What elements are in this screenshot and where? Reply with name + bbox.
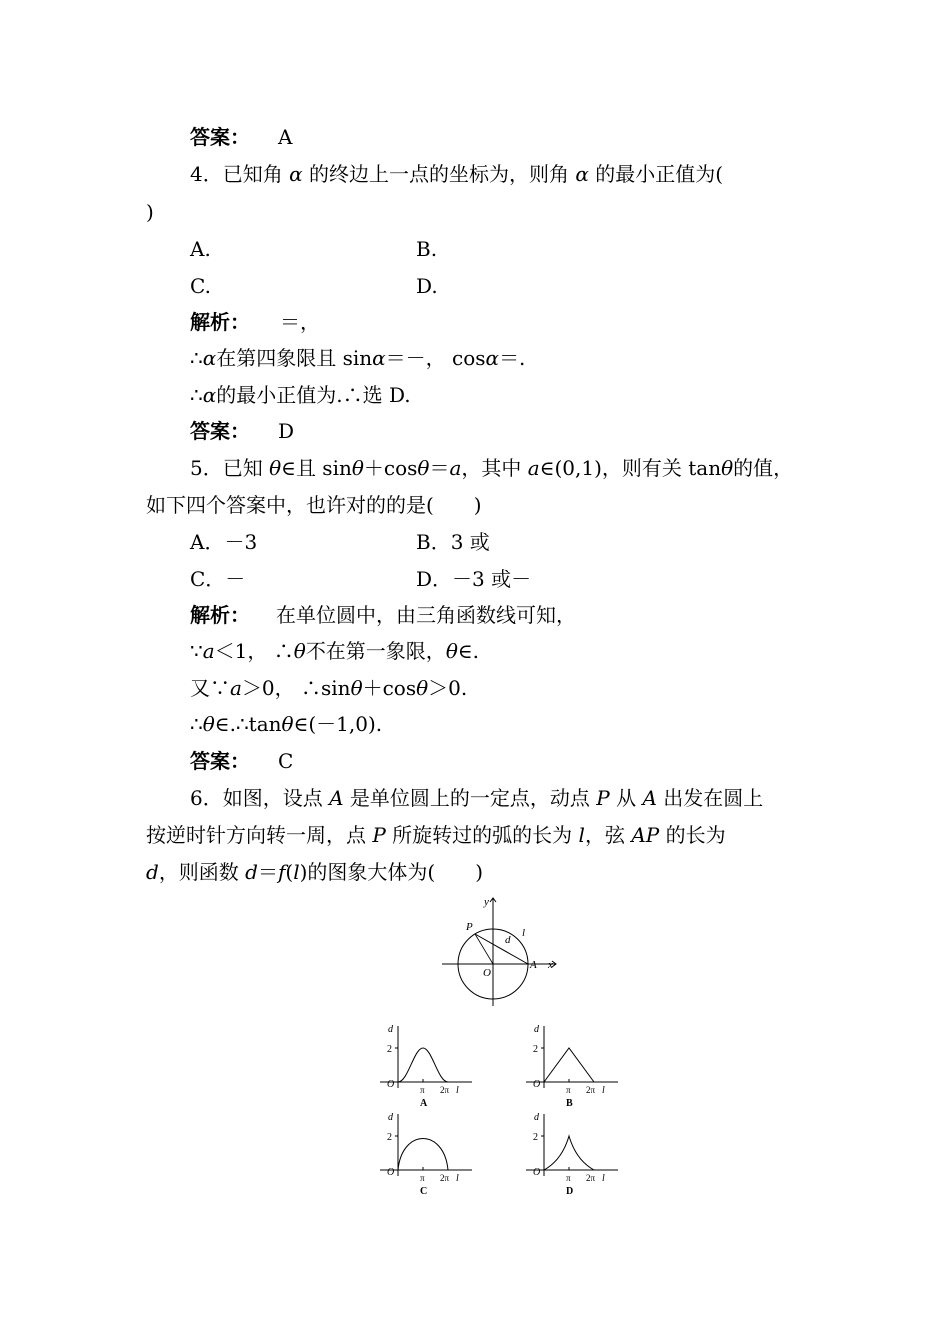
label-o: O: [387, 1167, 395, 1178]
q3-answer-line: [190, 124, 292, 150]
radius-op: [475, 934, 493, 964]
label-2: 2: [533, 1132, 538, 1143]
answer-value: A: [278, 125, 293, 149]
q5-analysis-line4: ∴θ∈.∴tanθ∈(－1,0).: [190, 712, 383, 736]
label-o: O: [533, 1079, 541, 1090]
q6-stem-line3: d，则函数 d＝f(l)的图象大体为( ): [146, 860, 484, 884]
answer-label: 答案：: [190, 125, 250, 149]
answer-value: C: [278, 749, 294, 773]
answer-label: 答案：: [190, 419, 250, 443]
label-a: A: [530, 959, 537, 971]
graph-letter: C: [420, 1186, 428, 1197]
q4-stem-close: ): [146, 200, 154, 224]
q5-analysis-line3: 又∵a＞0， ∴sinθ＋cosθ＞0.: [190, 676, 468, 700]
label-2: 2: [387, 1044, 392, 1055]
graph-option-d: [524, 1110, 624, 1198]
label-o: O: [387, 1079, 395, 1090]
answer-value: D: [278, 419, 295, 443]
q5-option-b: B．3 或: [416, 530, 490, 554]
q5-option-d: D．－3 或－: [416, 567, 532, 591]
graph-option-a: [378, 1022, 478, 1110]
q6-stem-line2: 按逆时针方向转一周，点 P 所旋转过的弧的长为 l，弦 AP 的长为: [146, 823, 726, 847]
label-d: d: [534, 1024, 539, 1035]
analysis-label: 解析：: [190, 603, 250, 627]
unit-circle-figure: [438, 894, 562, 1010]
q5-analysis: 解析： 在单位圆中，由三角函数线可知，: [190, 603, 576, 627]
label-2pi: 2π: [440, 1085, 450, 1095]
label-l: l: [456, 1173, 459, 1184]
graph-letter: B: [566, 1098, 573, 1109]
q4-option-a: A.: [190, 237, 211, 261]
q5-answer-line: [190, 748, 293, 774]
label-pi: π: [420, 1173, 425, 1183]
q4-option-b: B.: [416, 237, 438, 261]
q5-stem: 5．已知 θ∈且 sinθ＋cosθ＝a，其中 a∈(0,1)，则有关 tanθ的值，: [190, 456, 794, 480]
answer-label: 答案：: [190, 749, 250, 773]
label-pi: π: [566, 1173, 571, 1183]
graph-letter: A: [420, 1098, 428, 1109]
label-pi: π: [420, 1085, 425, 1095]
label-p: P: [466, 921, 473, 933]
q4-option-c: C.: [190, 274, 211, 298]
label-2: 2: [387, 1132, 392, 1143]
label-d: d: [388, 1024, 393, 1035]
label-d: d: [388, 1112, 393, 1123]
label-2pi: 2π: [440, 1173, 450, 1183]
q4-analysis-line2: ∴α在第四象限且 sinα＝－， cosα＝.: [190, 346, 526, 370]
curve-d-of-l: [544, 1136, 594, 1170]
q4-option-d: D.: [416, 274, 438, 298]
q5-stem-line2: 如下四个答案中，也许对的的是( ): [146, 493, 482, 517]
q5-analysis-line2: ∵a＜1， ∴θ不在第一象限，θ∈.: [190, 639, 480, 663]
label-pi: π: [566, 1085, 571, 1095]
label-2pi: 2π: [586, 1085, 596, 1095]
chord-ap: [475, 934, 528, 964]
label-2pi: 2π: [586, 1173, 596, 1183]
label-d: d: [534, 1112, 539, 1123]
label-l: l: [456, 1085, 459, 1096]
curve-d-of-l: [398, 1139, 448, 1171]
label-d: d: [505, 934, 511, 946]
label-o: O: [483, 967, 491, 979]
label-2: 2: [533, 1044, 538, 1055]
q6-stem: 6．如图，设点 A 是单位圆上的一定点，动点 P 从 A 出发在圆上: [190, 786, 764, 810]
analysis-label: 解析：: [190, 310, 250, 334]
label-o: O: [533, 1167, 541, 1178]
label-l: l: [602, 1173, 605, 1184]
q4-stem: 4．已知角 α 的终边上一点的坐标为，则角 α 的最小正值为(: [190, 162, 724, 186]
curve-d-of-l: [544, 1048, 594, 1082]
graph-letter: D: [566, 1186, 574, 1197]
curve-d-of-l: [398, 1048, 448, 1082]
label-x: x: [548, 959, 553, 971]
label-l: l: [522, 927, 526, 939]
q4-analysis-line3: ∴α的最小正值为.∴选 D.: [190, 383, 411, 407]
graph-option-b: [524, 1022, 624, 1110]
graph-option-c: [378, 1110, 478, 1198]
q4-analysis: 解析： ＝，: [190, 310, 320, 334]
q4-answer-line: [190, 418, 294, 444]
label-l: l: [602, 1085, 605, 1096]
q5-option-a: A．－3: [190, 530, 258, 554]
label-y: y: [484, 896, 489, 908]
q5-option-c: C．－: [190, 567, 246, 591]
